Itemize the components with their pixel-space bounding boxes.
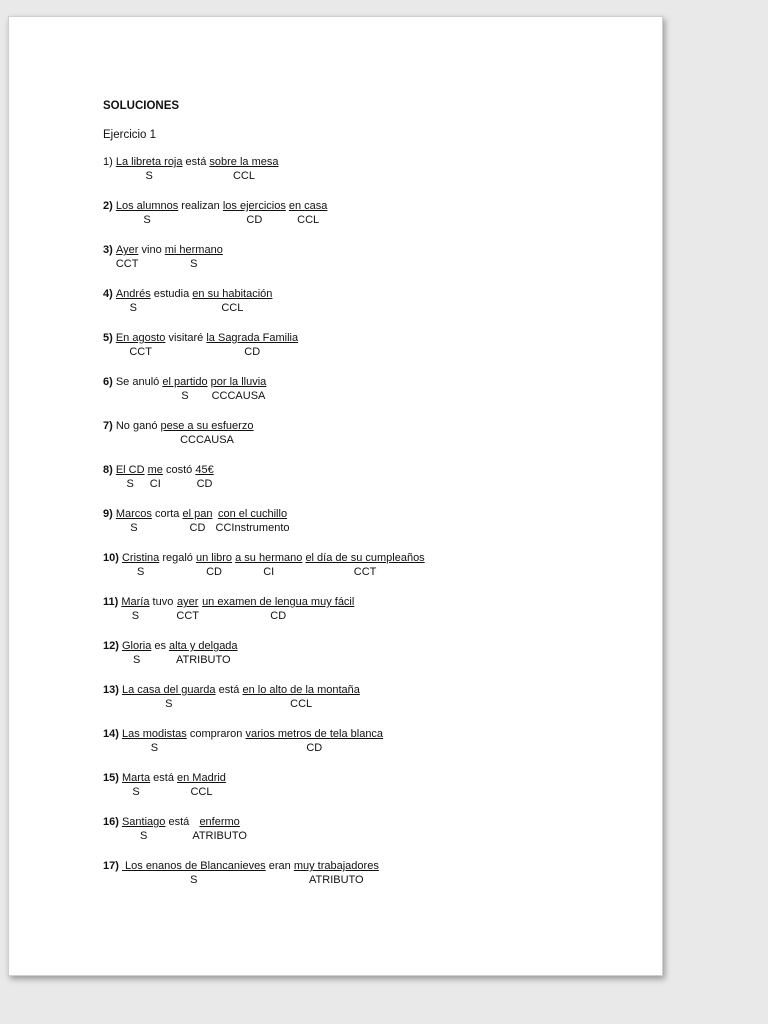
solution-item [103, 596, 643, 623]
sentence-text: visitaré [165, 332, 207, 344]
syntactic-function-label: S [129, 302, 137, 314]
syntactic-function-label: CD [244, 346, 261, 358]
item-number: 17) [103, 860, 119, 872]
syntactic-function-label: CCT [353, 566, 377, 578]
syntactic-function-label: CCCAUSA [180, 434, 234, 446]
syntactic-function-label: ATRIBUTO [309, 874, 364, 886]
syntactic-function-label: CCL [297, 214, 320, 226]
constituent-text: en casa [288, 200, 328, 212]
sentence-constituent [202, 596, 354, 623]
constituent-text: mi hermano [164, 244, 223, 256]
constituent-text: varios metros de tela blanca [245, 728, 384, 740]
sentence-constituent [116, 332, 166, 359]
constituent-text: Cristina [121, 552, 160, 564]
syntactic-function-label: CCL [290, 698, 313, 710]
syntactic-function-label: S [143, 214, 151, 226]
sentence-constituent [195, 464, 213, 491]
sentence-constituent [182, 508, 212, 535]
syntactic-function-label: S [131, 610, 140, 622]
sentence-text: está [182, 156, 210, 168]
sentence-text: regaló [159, 552, 196, 564]
syntactic-function-label: S [130, 522, 138, 534]
constituent-text: Los alumnos [115, 200, 179, 212]
sentence-constituent [289, 200, 328, 227]
constituent-text: En agosto [115, 332, 166, 344]
solution-item [103, 772, 643, 799]
item-number: 12) [103, 640, 119, 652]
solution-item [103, 376, 643, 403]
syntactic-function-label: CI [149, 478, 161, 490]
sentence-constituent [305, 552, 424, 579]
sentence-text: está [215, 684, 243, 696]
solution-list [103, 156, 643, 887]
sentence-constituent [216, 508, 290, 535]
sentence-text: estudia [150, 288, 193, 300]
constituent-text: alta y delgada [169, 640, 238, 652]
sentence-text: Se anuló [115, 376, 163, 388]
sentence-constituent [122, 640, 151, 667]
solution-item [103, 464, 643, 491]
solution-item [103, 508, 643, 535]
constituent-text: Gloria [121, 640, 152, 652]
sentence-constituent [176, 596, 199, 623]
solution-item [103, 860, 643, 887]
sentence-constituent [116, 464, 145, 491]
constituent-text: con el cuchillo [217, 508, 288, 520]
constituent-text: María [121, 596, 150, 608]
sentence-constituent [196, 552, 232, 579]
sentence-constituent [122, 684, 216, 711]
item-number: 7) [103, 420, 113, 432]
item-number: 9) [103, 508, 113, 520]
sentence-constituent [121, 596, 149, 623]
sentence-text: tuvo [149, 596, 177, 608]
constituent-text: los ejercicios [222, 200, 286, 212]
item-number: 2) [103, 200, 113, 212]
item-number: 6) [103, 376, 113, 388]
constituent-text: Marta [121, 772, 151, 784]
syntactic-function-label: CCL [221, 302, 244, 314]
constituent-text: el pan [182, 508, 213, 520]
constituent-text: a su hermano [235, 552, 303, 564]
solution-item [103, 728, 643, 755]
constituent-text: pese a su esfuerzo [160, 420, 254, 432]
sentence-constituent [294, 860, 379, 887]
syntactic-function-label: S [132, 654, 141, 666]
syntactic-function-label: CCL [190, 786, 213, 798]
constituent-text: Ayer [115, 244, 139, 256]
solution-item [103, 244, 643, 271]
sentence-constituent [245, 728, 383, 755]
sentence-constituent [211, 376, 267, 403]
syntactic-function-label: CCCAUSA [211, 390, 266, 402]
syntactic-function-label: S [140, 830, 148, 842]
sentence-text: está [150, 772, 177, 784]
sentence-text: realizan [178, 200, 223, 212]
sentence-constituent [161, 420, 254, 447]
item-number: 4) [103, 288, 113, 300]
sentence-text: vino [138, 244, 165, 256]
syntactic-function-label: S [190, 874, 198, 886]
item-number: 15) [103, 772, 119, 784]
sentence-constituent [116, 244, 139, 271]
sentence-constituent [122, 816, 165, 843]
item-number: 3) [103, 244, 113, 256]
syntactic-function-label: S [145, 170, 153, 182]
constituent-text: Las modistas [121, 728, 187, 740]
syntactic-function-label: ATRIBUTO [192, 830, 247, 842]
constituent-text: La libreta roja [115, 156, 183, 168]
syntactic-function-label: S [150, 742, 159, 754]
constituent-text: el día de su cumpleaños [305, 552, 425, 564]
syntactic-function-label: CCT [129, 346, 152, 358]
constituent-text: enfermo [199, 816, 240, 828]
sentence-constituent [162, 376, 207, 403]
item-number: 14) [103, 728, 119, 740]
item-number: 5) [103, 332, 113, 344]
sentence-text: costó [162, 464, 196, 476]
syntactic-function-label: CD [306, 742, 323, 754]
page-content [103, 99, 643, 887]
constituent-text: un libro [195, 552, 233, 564]
sentence-text: es [151, 640, 170, 652]
item-number: 16) [103, 816, 119, 828]
sentence-constituent [116, 156, 183, 183]
solution-item [103, 332, 643, 359]
syntactic-function-label: S [190, 258, 198, 270]
syntactic-function-label: ATRIBUTO [175, 654, 231, 666]
sentence-constituent [122, 772, 150, 799]
syntactic-function-label: CI [263, 566, 275, 578]
constituent-text: en lo alto de la montaña [242, 684, 360, 696]
constituent-text: 45€ [195, 464, 214, 476]
sentence-text: No ganó [115, 420, 161, 432]
sentence-constituent [116, 508, 152, 535]
item-number: 11) [103, 596, 119, 608]
syntactic-function-label: S [132, 786, 140, 798]
syntactic-function-label: S [136, 566, 145, 578]
solution-item [103, 200, 643, 227]
solution-item [103, 288, 643, 315]
sentence-text: eran [265, 860, 294, 872]
sentence-text: compraron [186, 728, 246, 740]
constituent-text: Andrés [115, 288, 151, 300]
constituent-text: el partido [162, 376, 208, 388]
syntactic-function-label: CD [196, 478, 213, 490]
solution-item [103, 640, 643, 667]
constituent-text: ayer [176, 596, 199, 608]
syntactic-function-label: CD [246, 214, 263, 226]
sentence-constituent [116, 200, 178, 227]
syntactic-function-label: S [126, 478, 134, 490]
constituent-text: me [147, 464, 163, 476]
document-title: SOLUCIONES [103, 100, 180, 112]
sentence-constituent [169, 640, 238, 667]
constituent-text: en Madrid [177, 772, 226, 784]
constituent-text: Los enanos de Blancanieves [121, 860, 266, 872]
sentence-constituent [206, 332, 298, 359]
constituent-text: muy trabajadores [293, 860, 379, 872]
sentence-constituent [223, 200, 286, 227]
solution-item [103, 816, 643, 843]
sentence-constituent [177, 772, 226, 799]
solution-item [103, 156, 643, 183]
syntactic-function-label: S [165, 698, 173, 710]
constituent-text: en su habitación [192, 288, 273, 300]
constituent-text: Santiago [121, 816, 166, 828]
sentence-constituent [122, 728, 187, 755]
sentence-constituent [209, 156, 278, 183]
syntactic-function-label: CCL [232, 170, 255, 182]
constituent-text: sobre la mesa [209, 156, 279, 168]
item-number: 10) [103, 552, 119, 564]
syntactic-function-label: CD [270, 610, 287, 622]
sentence-constituent [116, 288, 151, 315]
sentence-constituent [122, 860, 266, 887]
item-number: 13) [103, 684, 119, 696]
sentence-text: corta [151, 508, 183, 520]
sentence-constituent [235, 552, 302, 579]
exercise-heading: Ejercicio 1 [103, 129, 157, 141]
item-number: 8) [103, 464, 113, 476]
constituent-text: La casa del guarda [121, 684, 216, 696]
constituent-text: Marcos [115, 508, 152, 520]
syntactic-function-label: CD [206, 566, 222, 578]
sentence-constituent [192, 288, 272, 315]
item-number: 1) [103, 156, 113, 168]
sentence-constituent [148, 464, 163, 491]
syntactic-function-label: S [181, 390, 189, 402]
syntactic-function-label: CCInstrumento [215, 522, 290, 534]
syntactic-function-label: CD [189, 522, 206, 534]
solution-item [103, 552, 643, 579]
syntactic-function-label: CCT [115, 258, 139, 270]
constituent-text: El CD [115, 464, 145, 476]
syntactic-function-label: CCT [176, 610, 199, 622]
sentence-constituent [122, 552, 159, 579]
constituent-text: la Sagrada Familia [206, 332, 299, 344]
sentence-text: está [165, 816, 193, 828]
sentence-constituent [165, 244, 223, 271]
sentence-constituent [192, 816, 247, 843]
solution-item [103, 684, 643, 711]
constituent-text: por la lluvia [210, 376, 267, 388]
sentence-constituent [242, 684, 359, 711]
solution-item [103, 420, 643, 447]
document-page [8, 16, 663, 976]
constituent-text: un examen de lengua muy fácil [202, 596, 355, 608]
